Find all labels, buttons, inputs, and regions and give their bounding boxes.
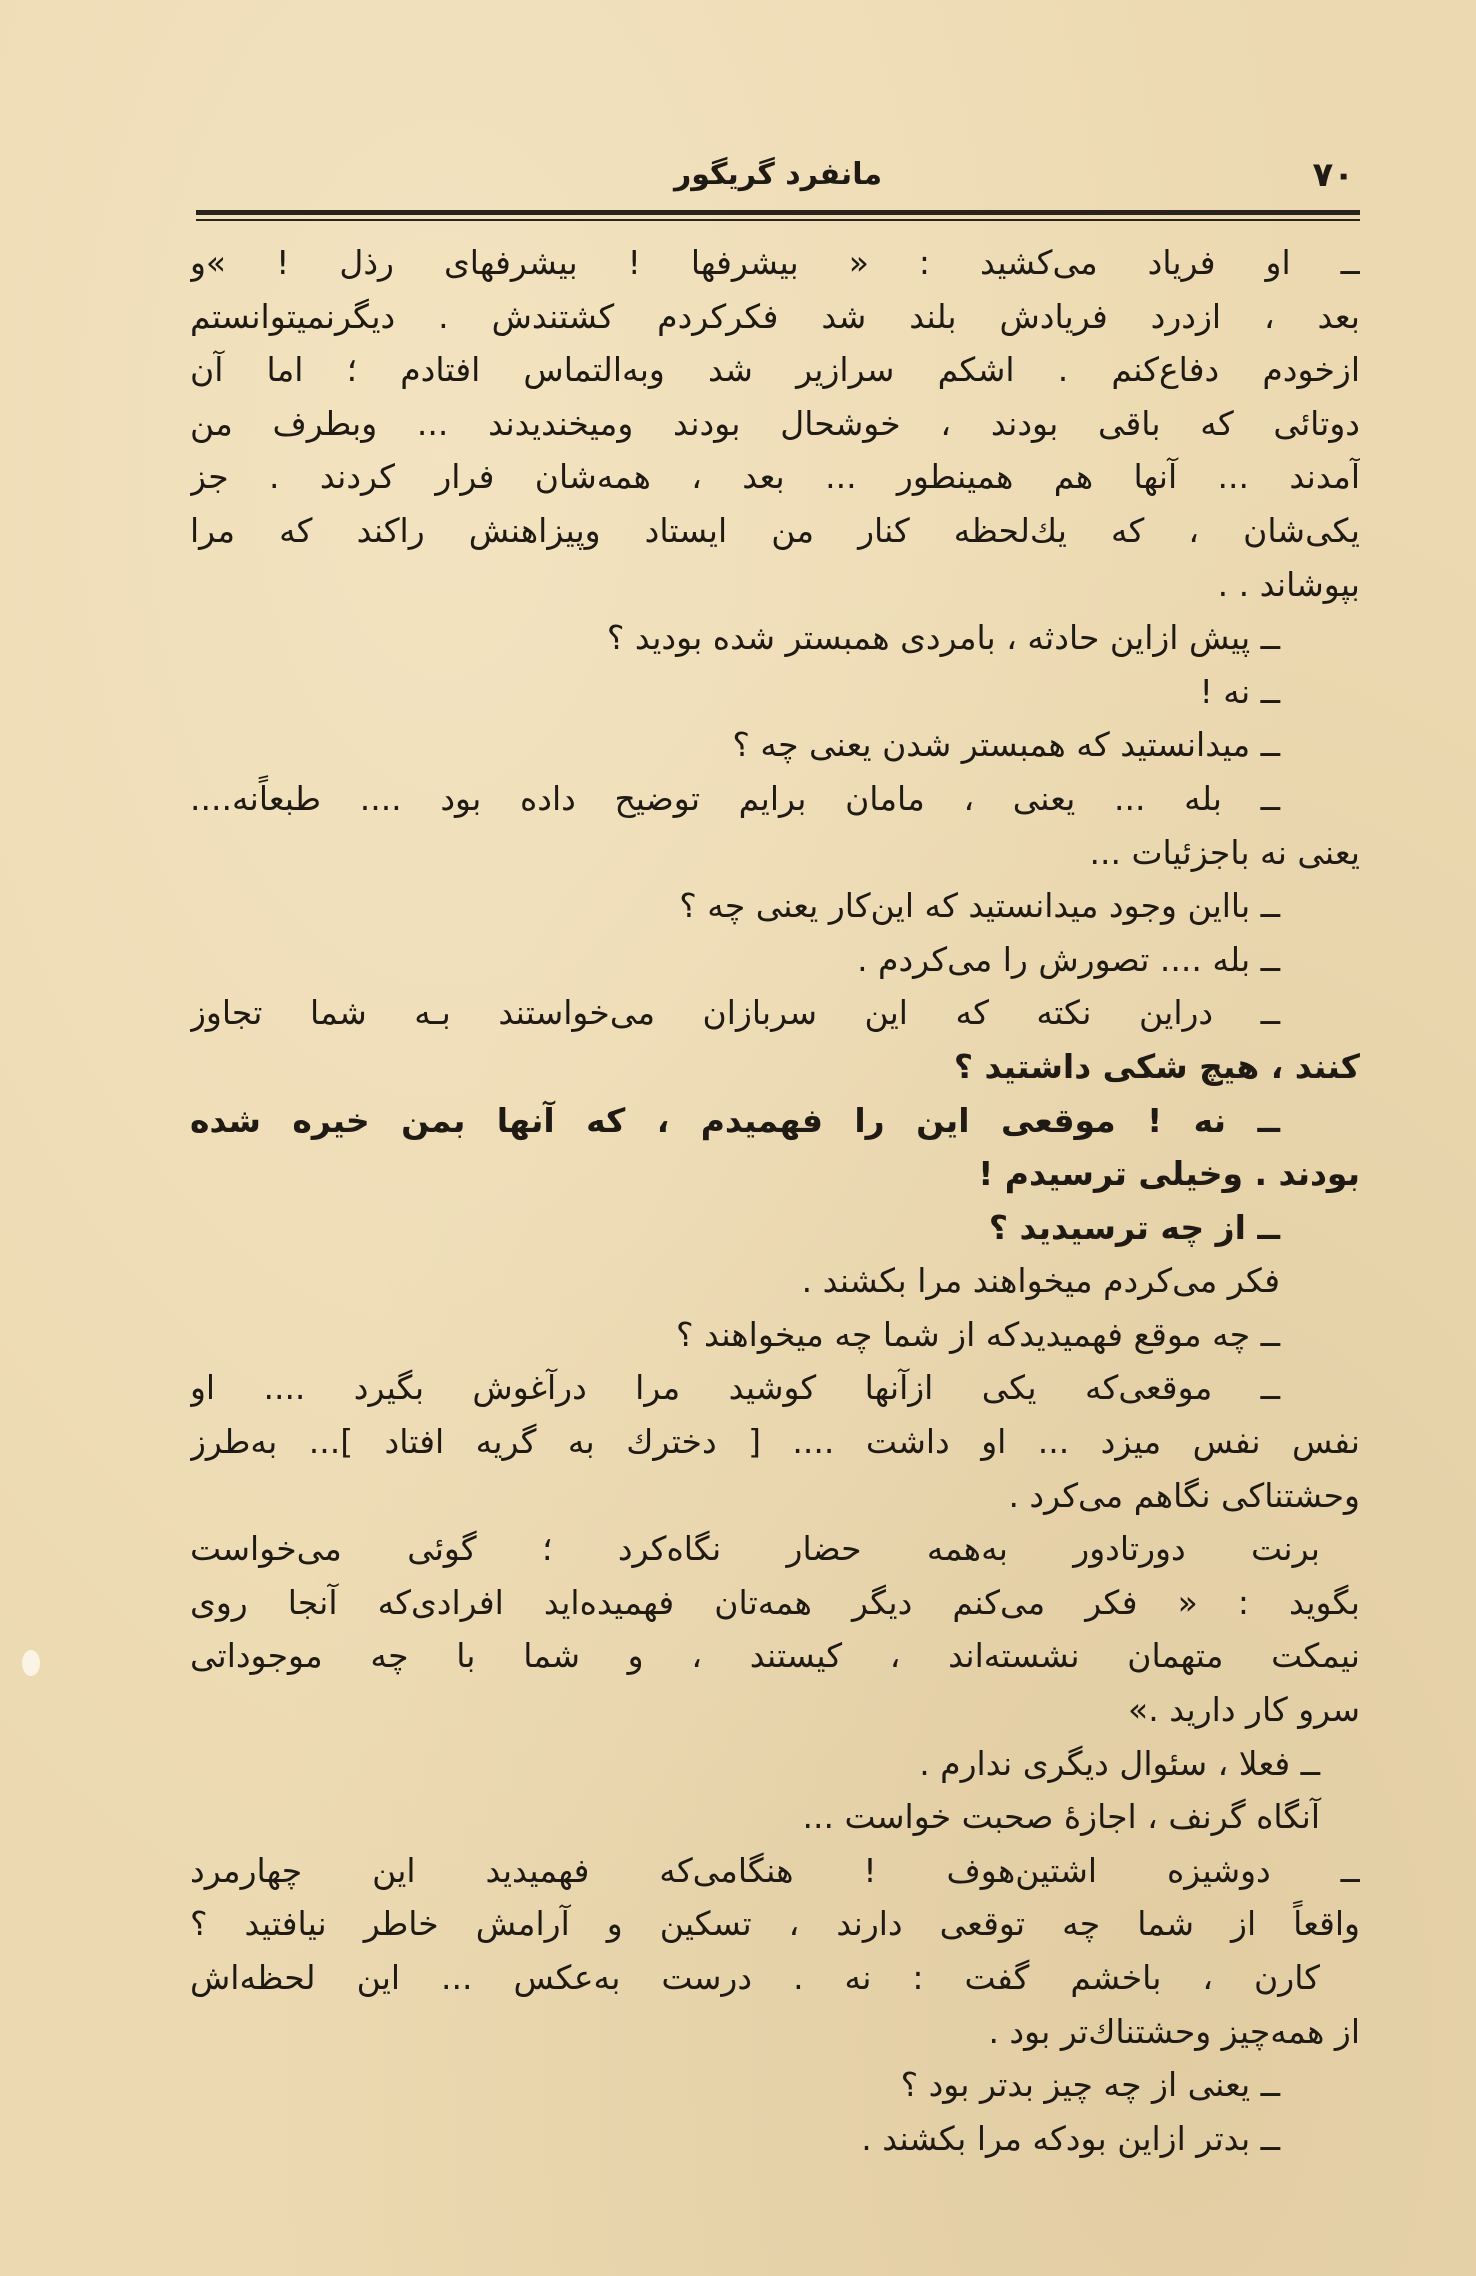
text-line: وحشتناکی نگاهم می‌کرد .: [1008, 1475, 1360, 1515]
text-line: سرو کار دارید .»: [1128, 1690, 1360, 1730]
text-line: ــ موقعی‌که یکی ازآنها کوشید مرا درآغوش بگیرد .... او: [190, 1368, 1280, 1408]
page-number: ۷۰: [1312, 155, 1354, 195]
text-line: فکر می‌کردم میخواهند مرا بکشند .: [801, 1261, 1280, 1301]
text-line: ــ دوشیزه اشتین‌هوف ! هنگامی‌که فهمیدید این چهارمرد: [190, 1850, 1360, 1890]
text-line: واقعاً از شما چه توقعی دارند ، تسکین و آرامش خاطر نیافتید ؟: [190, 1904, 1360, 1944]
text-line: بودند . وخیلی ترسیدم !: [978, 1154, 1360, 1194]
text-line: ــ بدتر ازاین بودکه مرا بکشند .: [861, 2118, 1280, 2158]
text-line: بعد ، ازدرد فریادش بلند شد فکرکردم کشتندش . دیگرنمیتوانستم: [190, 296, 1360, 336]
text-line: ــ دراین نکته که این سربازان می‌خواستند بـه شما تجاوز: [190, 993, 1280, 1033]
text-line: ــ نه ! موقعی این را فهمیدم ، که آنها بمن خیره شده: [190, 1100, 1280, 1140]
header-rule-thick: [196, 210, 1360, 215]
text-line: کنند ، هیچ شکی داشتید ؟: [953, 1046, 1360, 1086]
text-line: دوتائی که باقی بودند ، خوشحال بودند ومیخندیدند ... وبطرف من: [190, 403, 1360, 443]
text-line: ــ یعنی از چه چیز بدتر بود ؟: [900, 2065, 1280, 2105]
text-line: کارن ، باخشم گفت : نه . درست به‌عکس ... این لحظه‌اش: [190, 1958, 1320, 1997]
text-line: نفس نفس میزد ... او داشت .... [ دخترك به گریه افتاد ]... به‌طرز: [190, 1422, 1360, 1462]
header-rule-thin: [196, 219, 1360, 221]
text-line: یعنی نه باجزئیات ...: [1089, 832, 1360, 872]
text-line: ــ فعلا ، سئوال دیگری ندارم .: [919, 1743, 1320, 1783]
text-line: آنگاه گرنف ، اجازهٔ صحبت خواست ...: [802, 1797, 1320, 1837]
page-header: [196, 150, 1360, 200]
text-line: آمدند ... آنها هم همینطور ... بعد ، همه‌شان فرار کردند . جز: [190, 457, 1360, 497]
text-line: نیمکت متهمان نشسته‌اند ، کیستند ، و شما با چه موجوداتی: [190, 1636, 1360, 1676]
text-line: ــ از چه ترسیدید ؟: [988, 1207, 1280, 1247]
text-line: ــ بااین وجود میدانستید که این‌کار یعنی چه ؟: [679, 886, 1280, 926]
text-line: ــ او فریاد می‌کشید : « بیشرفها ! بیشرفهای رذل ! »و: [190, 243, 1360, 282]
text-line: بپوشاند . .: [1217, 564, 1360, 604]
text-line: برنت دورتادور به‌همه حضار نگاه‌کرد ؛ گوئی می‌خواست: [190, 1529, 1320, 1569]
text-line: بگوید : « فکر می‌کنم دیگر همه‌تان فهمیده‌اید افرادی‌که آنجا روی: [190, 1582, 1360, 1622]
text-line: یکی‌شان ، که یك‌لحظه کنار من ایستاد وپیزاهنش راکند که مرا: [190, 510, 1360, 550]
running-title: مانفرد گریگور: [673, 157, 883, 192]
text-line: ــ میدانستید که همبستر شدن یعنی چه ؟: [732, 725, 1280, 765]
body-text: [190, 236, 1360, 2165]
text-line: ــ پیش ازاین حادثه ، بامردی همبستر شده بودید ؟: [606, 618, 1280, 658]
text-line: ــ چه موقع فهمیدیدکه از شما چه میخواهند ؟: [676, 1314, 1280, 1354]
text-line: ــ بله .... تصورش را می‌کردم .: [857, 939, 1280, 979]
paper-blotch: [22, 1650, 40, 1676]
text-line: از همه‌چیز وحشتناك‌تر بود .: [988, 2011, 1360, 2051]
text-line: ــ نه !: [1199, 671, 1280, 711]
text-line: ازخودم دفاع‌کنم . اشکم سرازیر شد وبه‌التماس افتادم ؛ اما آن: [190, 350, 1360, 390]
text-line: ــ بله ... یعنی ، مامان برایم توضیح داده بود .... طبعاًنه....: [190, 778, 1280, 818]
